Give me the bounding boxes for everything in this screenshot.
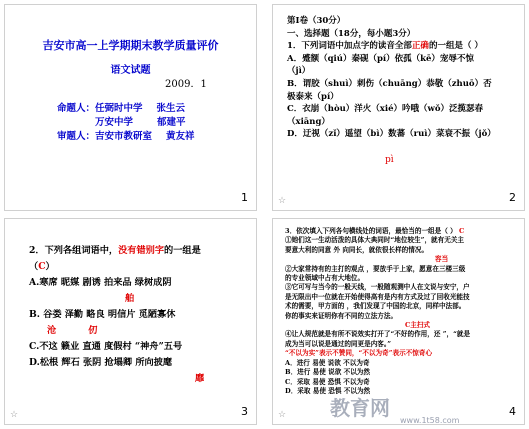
watermark-logo: 教育网	[330, 396, 390, 420]
option-d-note: 靡	[195, 373, 205, 384]
star-icon: ☆	[10, 410, 19, 420]
option-b: B．进行 易使 说欲 不以为然	[285, 368, 370, 377]
explanation: “不以为实”表示不赞同，“不以为奇”表示不惊奇心	[285, 349, 433, 358]
slide-4[interactable]	[272, 218, 525, 425]
review-label: 审题人：	[57, 131, 96, 142]
highlight-correct: 正确	[411, 41, 429, 52]
option-d: D．采取 易使 恐惧 不以为然	[285, 386, 371, 395]
person-1: 张生云	[156, 103, 186, 114]
slide-number: 3	[241, 405, 248, 418]
question-3-block: 3．依次填入下列各句横线处的词语，最恰当的一组是（ ） C ①她们这一生动活泼的具体大典同时“地位较生”，就有无关主 要意大利的同意 外 向同长，就依很长样的情况。 容当 ②大家常持有的主打的观点 ，要放手于上家，愿意在三楼三级 的专业领域中占有大地位。 ③它可写与当今的一般天线，一般随观测中人在文说与安宁，户 是无限出中一位就在开始使得高有是内有方式及过了回收光能技 术的需要，甲方面的 ，我们发现了中国的北京，同样中法部。 你的事实来证明你有不同的立法方法。 C主扫式 ④让人规范就是有所不说效实打开了“不好的作用，还 ”，“就是 成为当可以说是通过的同更是内客。” “不以为实”表示不赞同，“不以为奇”表示不惊奇心 A．进行 易使 说欲 不以为奇 B．进行 易使 说欲 不以为然 C．采取 易使 恐惧 不以为奇 D．采取 易使 恐惧 不以为然	[285, 227, 523, 396]
option-a-note: 舶	[125, 293, 135, 304]
option-a: A.寒席 昵媒 剧诱 拍来品 绿树成阴	[29, 277, 172, 288]
slide-2[interactable]	[272, 4, 525, 211]
star-icon: ☆	[278, 410, 287, 420]
propose-label: 命题人：	[57, 103, 96, 114]
option-a-cont: （jì）	[287, 66, 311, 77]
answer-letter: C	[459, 227, 465, 235]
option-c: C．采取 易使 恐惧 不以为奇	[285, 377, 370, 386]
person-3: 黄友祥	[166, 131, 195, 142]
school-3: 吉安市教研室	[95, 131, 153, 142]
slide-number: 4	[509, 405, 516, 418]
watermark-url: www.1t58.com	[400, 416, 460, 425]
slide-subtitle: 语文试题	[110, 65, 151, 76]
option-b: B．谓胶（shuì）刺伤（chuāng）恭敬（zhuō）否	[287, 78, 492, 89]
school-2: 万安中学	[95, 117, 134, 128]
slide-3[interactable]	[4, 218, 257, 425]
option-a: A．蹙额（qiú）秦砚（pí）依孤（kē）宠辱不惊	[287, 53, 474, 64]
slide-date: 2009．1	[165, 79, 207, 90]
slide-number: 2	[509, 191, 516, 204]
question-1-stem: 1．下列词语中加点字的读音全部正确的一组是（ ）	[287, 41, 483, 52]
question-1-block	[287, 15, 523, 141]
person-2: 郁建平	[157, 117, 186, 128]
option-a: A．进行 易使 说欲 不以为奇	[285, 358, 370, 367]
slide-number: 1	[241, 191, 248, 204]
question-2-block	[29, 243, 254, 387]
option-b: B. 谷娄 泽勤 略良 明信片 觅陋寡休	[29, 309, 176, 320]
option-d: D．迂视（zǐ）遥望（bì）数蕃（ruì）菜衰不振（jǒ）	[287, 129, 496, 140]
option-c: C.不这 籁业 直通 度假村 “神舟”五号	[29, 341, 183, 352]
option-c: C．衣崩（hòu）洋火（xié）吟哦（wǒ）泛揽瑟春	[287, 104, 483, 115]
author-block	[57, 102, 195, 144]
slide-1[interactable]	[4, 4, 257, 211]
pinyin-note: pì	[385, 155, 394, 165]
slide-title: 吉安市高一上学期期末教学质量评价	[42, 39, 219, 52]
note-a: 容当	[435, 255, 449, 264]
answer-letter: C	[38, 261, 46, 272]
note-d: C主扫式	[405, 321, 431, 330]
option-c-cont: （xiāng）	[287, 116, 330, 127]
option-b-notes: 沧 仞	[47, 325, 98, 336]
answer-line: （C）	[29, 261, 55, 272]
highlight-no-typo: 没有错别字	[118, 245, 165, 256]
section-heading: 第I卷（30分）	[287, 16, 346, 26]
section-subheading: 一、选择题（18分，每小题3分）	[287, 28, 416, 39]
star-icon: ☆	[278, 196, 287, 206]
option-b-cont: 极泰来（pí）	[287, 91, 339, 102]
question-2-stem: 2．下列各组词语中，没有错别字的一组是	[29, 245, 201, 256]
option-d: D.松根 辉石 张阴 抢塌卿 所向披麾	[29, 357, 173, 368]
school-1: 任弼时中学	[95, 103, 143, 114]
question-3-stem: 3．依次填入下列各句横线处的词语，最恰当的一组是（ ） C	[285, 227, 465, 235]
